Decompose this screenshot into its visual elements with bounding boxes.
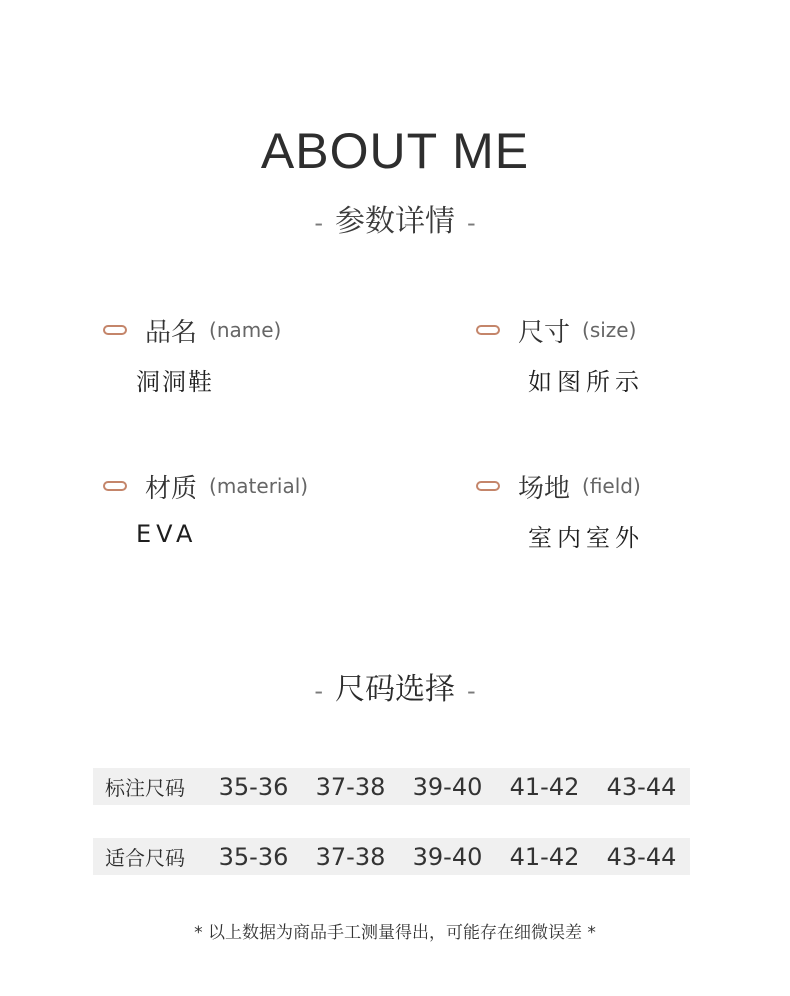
param-material <box>103 468 433 548</box>
param-value: 如图所示 <box>528 368 644 396</box>
page-subtitle <box>0 196 790 240</box>
param-label: 场地 <box>518 473 571 504</box>
size-cell: 43-44 <box>606 772 677 801</box>
pill-icon <box>103 325 127 335</box>
size-cell: 43-44 <box>606 842 677 871</box>
param-label: 品名 <box>145 317 198 348</box>
measurement-footnote: * 以上数据为商品手工测量得出，可能存在细微误差 * <box>194 923 596 943</box>
size-row-fit <box>93 838 690 875</box>
dash-right: - <box>467 677 476 705</box>
param-size <box>476 312 790 397</box>
size-cell: 35-36 <box>218 842 289 871</box>
size-row-labeled <box>93 768 690 805</box>
size-row-label: 适合尺码 <box>105 846 185 870</box>
size-cell: 41-42 <box>509 772 580 801</box>
pill-icon <box>103 481 127 491</box>
param-name <box>103 312 433 397</box>
param-value: EVA <box>136 520 198 548</box>
size-cell: 41-42 <box>509 842 580 871</box>
param-label-en: (material) <box>209 474 309 498</box>
size-cell: 37-38 <box>315 772 386 801</box>
dash-left: - <box>314 209 323 237</box>
size-cell: 39-40 <box>412 772 483 801</box>
size-cell: 39-40 <box>412 842 483 871</box>
dash-left: - <box>314 677 323 705</box>
size-cell: 35-36 <box>218 772 289 801</box>
pill-icon <box>476 325 500 335</box>
param-label-en: (name) <box>209 318 282 342</box>
dash-right: - <box>467 209 476 237</box>
param-label: 材质 <box>145 473 198 504</box>
size-cell: 37-38 <box>315 842 386 871</box>
param-label: 尺寸 <box>518 317 571 348</box>
page-title: ABOUT ME <box>260 123 530 179</box>
size-section-title-text: 尺码选择 <box>335 672 455 707</box>
size-row-label: 标注尺码 <box>105 776 185 800</box>
param-label-en: (field) <box>582 474 641 498</box>
param-label-en: (size) <box>582 318 637 342</box>
pill-icon <box>476 481 500 491</box>
subtitle-text: 参数详情 <box>335 204 455 239</box>
size-section-title <box>0 664 790 708</box>
param-value: 洞洞鞋 <box>136 368 214 396</box>
param-field <box>476 468 790 553</box>
param-value: 室内室外 <box>528 524 644 552</box>
